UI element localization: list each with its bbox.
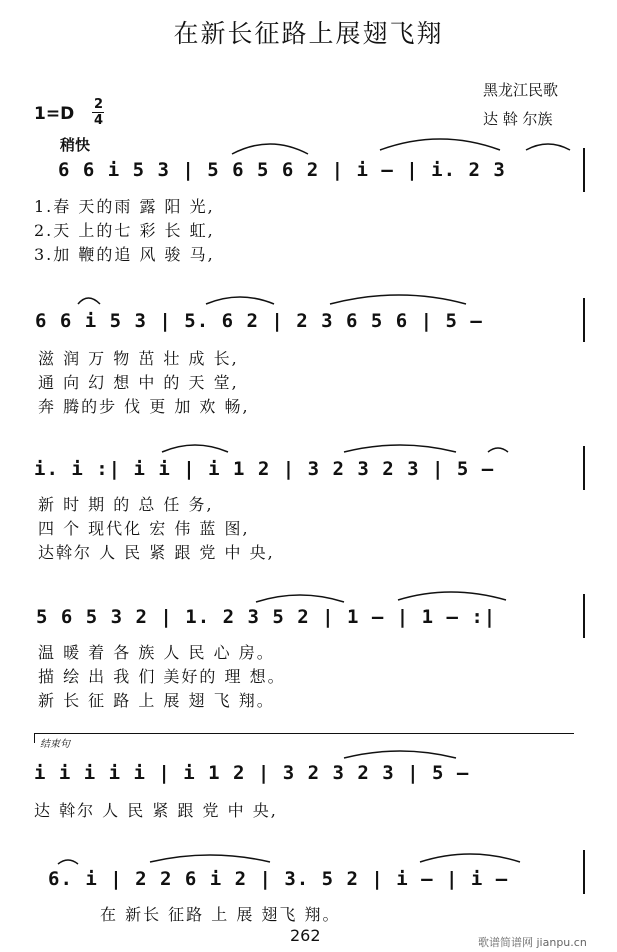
tempo-marking: 稍快 [60, 136, 91, 154]
page-number: 262 [290, 926, 321, 945]
system-5-lyric-1: 达 斡尔 人 民 紧 跟 党 中 央, [34, 801, 278, 820]
song-title: 在新长征路上展翅飞翔 [173, 19, 444, 48]
slur-arc [206, 297, 274, 304]
song-source: 黑龙江民歌 [483, 81, 559, 99]
key-signature: 1=D [34, 104, 75, 124]
system-2-lyric-3: 奔 腾的步 伐 更 加 欢 畅, [38, 397, 250, 416]
fermata-arc [58, 860, 78, 864]
system-1-notes: 6 6 i 5 3 | 5 6 5 6 2 | i – | i. 2 3 [58, 159, 506, 181]
slur-arc [162, 445, 228, 452]
system-3-lyric-1: 新 时 期 的 总 任 务, [38, 495, 214, 514]
system-3-lyric-2: 四 个 现代化 宏 伟 蓝 图, [38, 519, 250, 538]
song-ethnicity: 达 斡 尔族 [483, 110, 553, 128]
system-2-notes: 6 6 i 5 3 | 5. 6 2 | 2 3 6 5 6 | 5 – [35, 310, 483, 332]
system-1-lyric-3: 3.加 鞭的追 风 骏 马, [34, 245, 215, 264]
system-2-lyric-2: 通 向 幻 想 中 的 天 堂, [38, 373, 239, 392]
system-1-lyric-1: 1.春 天的雨 露 阳 光, [34, 197, 215, 216]
tie-arc [420, 854, 520, 862]
time-signature-top: 2 [94, 97, 104, 112]
system-4-lyric-1: 温 暖 着 各 族 人 民 心 房。 [38, 643, 275, 662]
system-6-lyric-1: 在 新长 征路 上 展 翅飞 翔。 [100, 905, 341, 924]
slur-arc [526, 144, 570, 150]
system-4-notes: 5 6 5 3 2 | 1. 2 3 5 2 | 1 – | 1 – :| [36, 606, 497, 628]
slur-arc [232, 144, 308, 154]
slur-arc [330, 295, 466, 304]
system-5-notes: i i i i i | i 1 2 | 3 2 3 2 3 | 5 – [34, 762, 470, 784]
slur-arc [78, 298, 100, 304]
slur-arc [150, 855, 270, 862]
slur-arc [256, 595, 344, 602]
slur-arc [344, 751, 456, 758]
coda-label: 结束句 [40, 739, 70, 750]
system-4-lyric-2: 描 绘 出 我 们 美好的 理 想。 [38, 667, 286, 686]
tie-arc [380, 139, 500, 150]
system-4-lyric-3: 新 长 征 路 上 展 翅 飞 翔。 [38, 691, 275, 710]
system-2-lyric-1: 滋 润 万 物 茁 壮 成 长, [38, 349, 239, 368]
tie-arc [398, 592, 506, 600]
system-6-notes: 6. i | 2 2 6 i 2 | 3. 5 2 | i – | i – [48, 868, 509, 890]
system-3-notes: i. i :| i i | i 1 2 | 3 2 3 2 3 | 5 – [34, 458, 495, 480]
watermark: 歌谱简谱网 jianpu.cn [478, 936, 587, 949]
system-1-lyric-2: 2.天 上的七 彩 长 虹, [34, 221, 215, 240]
system-3-lyric-3: 达斡尔 人 民 紧 跟 党 中 央, [38, 543, 275, 562]
time-signature-bottom: 4 [94, 113, 104, 128]
slur-arc [344, 445, 456, 452]
fermata-arc [488, 448, 508, 452]
